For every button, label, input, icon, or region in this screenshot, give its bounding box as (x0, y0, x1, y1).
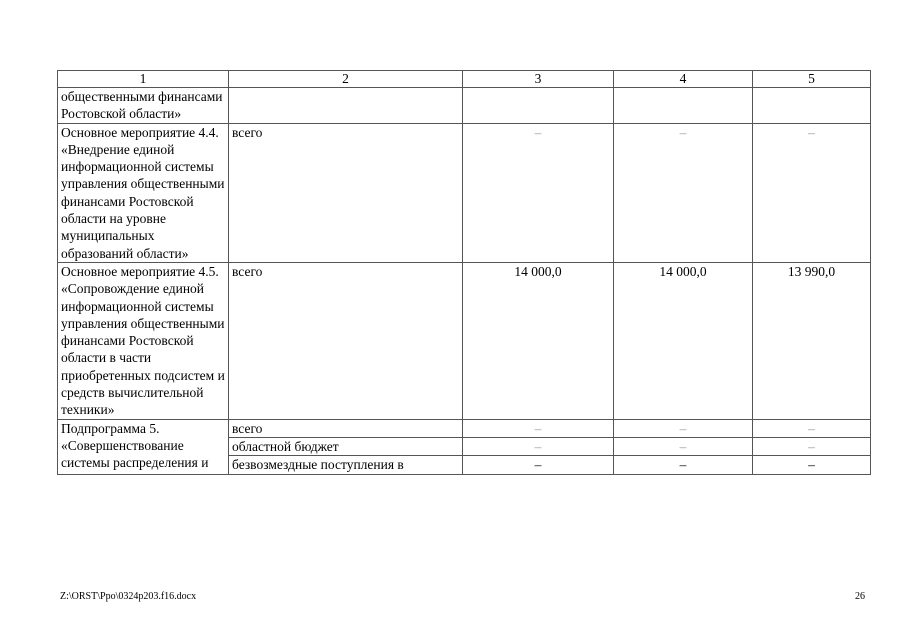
row-source: безвозмездные поступления в (229, 456, 463, 474)
row-value-5: – (753, 123, 871, 262)
column-header-4: 4 (614, 71, 753, 88)
row-value-3: – (463, 123, 614, 262)
table-row (58, 88, 871, 124)
row-value-4: 14 000,0 (614, 262, 753, 419)
row-source: всего (229, 262, 463, 419)
row-value-3 (463, 88, 614, 124)
column-header-5: 5 (753, 71, 871, 88)
row-value-3: – (463, 437, 614, 455)
subprogram-name: Подпрограмма 5. «Совершенствование системы распределения и (58, 419, 229, 474)
row-source: областной бюджет (229, 437, 463, 455)
row-value-5 (753, 88, 871, 124)
footer-file-path: Z:\ORST\Ppo\0324p203.f16.docx (60, 591, 197, 602)
row-value-5: – (753, 419, 871, 437)
row-source: всего (229, 123, 463, 262)
row-name: общественными финансами Ростовской области» (58, 88, 229, 124)
row-value-5: – (753, 437, 871, 455)
row-value-4 (614, 88, 753, 124)
row-value-3: 14 000,0 (463, 262, 614, 419)
budget-table (57, 70, 871, 475)
table-row (58, 123, 871, 262)
column-header-1: 1 (58, 71, 229, 88)
row-value-4: – (614, 437, 753, 455)
row-value-5: 13 990,0 (753, 262, 871, 419)
header-row (58, 71, 871, 88)
row-name: Основное мероприятие 4.5. «Сопровождение единой информационной системы управления общественными финансами Ростовской области в части приобретенных подсистем и средств вычислительной техники» (58, 262, 229, 419)
row-value-4: – (614, 456, 753, 474)
row-value-5: – (753, 456, 871, 474)
row-value-3: – (463, 419, 614, 437)
row-value-4: – (614, 419, 753, 437)
row-source: всего (229, 419, 463, 437)
row-name: Основное мероприятие 4.4. «Внедрение единой информационной системы управления общественными финансами Ростовской области на уровне муниципальных образований области» (58, 123, 229, 262)
row-source (229, 88, 463, 124)
table-row (58, 262, 871, 419)
row-value-3: – (463, 456, 614, 474)
page-number: 26 (855, 591, 865, 602)
table-row (58, 419, 871, 437)
row-value-4: – (614, 123, 753, 262)
column-header-3: 3 (463, 71, 614, 88)
column-header-2: 2 (229, 71, 463, 88)
